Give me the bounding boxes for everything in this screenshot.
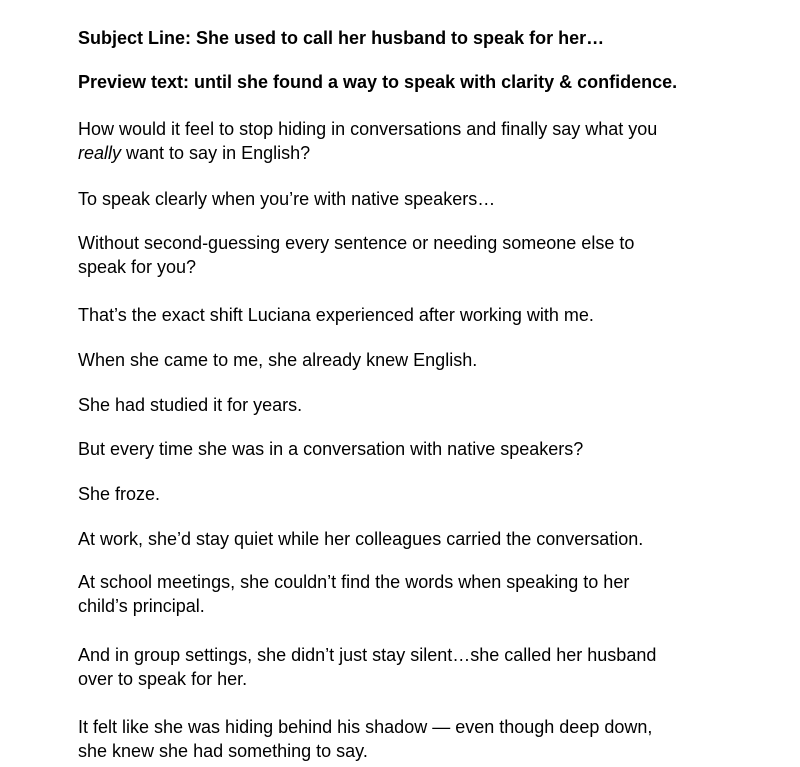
paragraph-7: But every time she was in a conversation with native speakers? <box>78 439 584 459</box>
paragraph-10-line-2: child’s principal. <box>78 596 205 616</box>
paragraph-11-line-2: over to speak for her. <box>78 669 248 689</box>
preview-text: Preview text: until she found a way to speak with clarity & confidence. <box>78 72 678 92</box>
paragraph-3-line-2: speak for you? <box>78 257 197 277</box>
paragraph-12-line-2: she knew she had something to say. <box>78 741 368 761</box>
paragraph-6: She had studied it for years. <box>78 395 303 415</box>
paragraph-1-line-1: How would it feel to stop hiding in conversations and finally say what you <box>78 119 658 139</box>
paragraph-12-line-1: It felt like she was hiding behind his shadow — even though deep down, <box>78 717 653 737</box>
paragraph-2: To speak clearly when you’re with native speakers… <box>78 189 496 209</box>
paragraph-3-line-1: Without second-guessing every sentence or needing someone else to <box>78 233 635 253</box>
paragraph-10-line-1: At school meetings, she couldn’t find the words when speaking to her <box>78 572 630 592</box>
paragraph-8: She froze. <box>78 484 161 504</box>
paragraph-10 <box>78 570 778 618</box>
paragraph-12 <box>78 715 778 763</box>
paragraph-5: When she came to me, she already knew English. <box>78 350 478 370</box>
paragraph-3 <box>78 231 778 279</box>
paragraph-11 <box>78 643 778 691</box>
paragraph-1-line-2: want to say in English? <box>121 143 311 163</box>
subject-line: Subject Line: She used to call her husband to speak for her… <box>78 28 605 48</box>
paragraph-4: That’s the exact shift Luciana experienced after working with me. <box>78 305 594 325</box>
emphasis-really: really <box>78 143 122 163</box>
paragraph-9: At work, she’d stay quiet while her colleagues carried the conversation. <box>78 529 644 549</box>
paragraph-11-line-1: And in group settings, she didn’t just stay silent…she called her husband <box>78 645 657 665</box>
paragraph-1 <box>78 117 778 165</box>
